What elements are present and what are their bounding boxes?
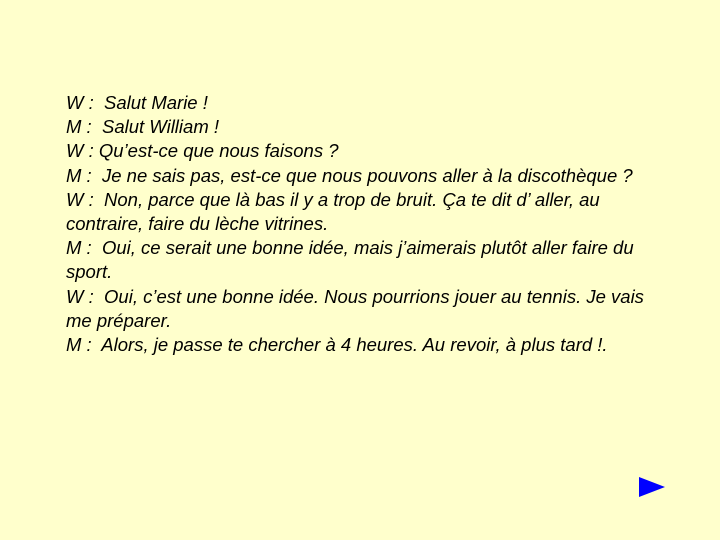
speaker-label: W : xyxy=(66,285,94,307)
line-text: Non, parce que là bas il y a trop de bruit. Ça te dit d’ aller, au contraire, faire du lèche vitrines. xyxy=(66,188,605,235)
dialogue-line xyxy=(66,139,666,163)
speaker-label: M : xyxy=(66,334,92,356)
speaker-label: W : xyxy=(66,140,94,162)
line-text: Je ne sais pas, est-ce que nous pouvons aller à la discothèque ? xyxy=(91,164,633,186)
dialogue-line xyxy=(66,285,666,333)
next-slide-button[interactable] xyxy=(638,476,666,498)
speaker-label: W : xyxy=(66,92,94,113)
line-text: Alors, je passe te chercher à 4 heures. Au revoir, à plus tard !. xyxy=(91,334,608,356)
line-text: Salut Marie ! xyxy=(93,92,208,113)
play-arrow-right-icon xyxy=(639,477,665,497)
dialogue-line xyxy=(66,91,666,115)
line-text: Oui, c’est une bonne idée. Nous pourrions jouer au tennis. Je vais me préparer. xyxy=(66,285,650,331)
dialogue-text xyxy=(66,91,666,357)
speaker-label: M : xyxy=(66,116,92,138)
dialogue-line xyxy=(66,188,666,236)
speaker-label: M : xyxy=(66,164,92,186)
line-text: Qu’est-ce que nous faisons ? xyxy=(93,140,339,162)
speaker-label: M : xyxy=(66,237,92,259)
dialogue-line xyxy=(66,115,666,139)
speaker-label: W : xyxy=(66,188,94,210)
dialogue-line xyxy=(66,236,666,284)
dialogue-line xyxy=(66,164,666,188)
line-text: Oui, ce serait une bonne idée, mais j’aimerais plutôt aller faire du sport. xyxy=(66,237,639,283)
line-text: Salut William ! xyxy=(91,116,220,138)
dialogue-line xyxy=(66,333,666,357)
